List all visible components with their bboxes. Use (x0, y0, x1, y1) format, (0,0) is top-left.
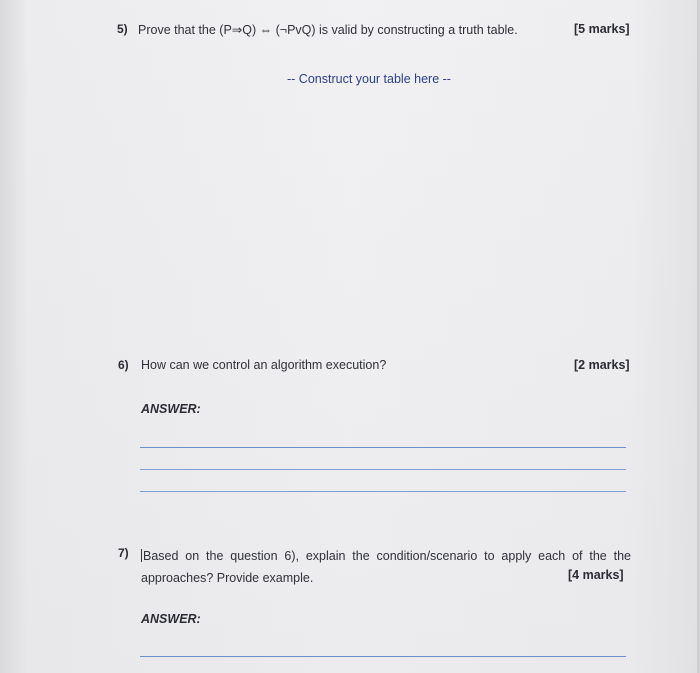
question-6-answer-line-3[interactable] (140, 491, 626, 492)
question-7-text-content: Based on the question 6), explain the condition/scenario to apply each of the the approaches? Provide example. (141, 549, 631, 585)
text-cursor-icon (141, 549, 142, 562)
question-6-marks: [2 marks] (574, 358, 630, 372)
question-7-marks: [4 marks] (568, 568, 624, 582)
question-7-text (141, 545, 631, 589)
question-6-answer-label: ANSWER: (141, 402, 201, 416)
question-6-answer-line-2[interactable] (140, 469, 626, 470)
table-placeholder: -- Construct your table here -- (287, 72, 451, 86)
question-6-answer-line-1[interactable] (140, 447, 626, 448)
question-7-number: 7) (118, 546, 129, 560)
question-7-answer-label: ANSWER: (141, 612, 201, 626)
question-6-number: 6) (118, 358, 129, 372)
question-6-text: How can we control an algorithm execution? (141, 358, 387, 372)
question-7-answer-line-1[interactable] (140, 656, 626, 657)
question-5-text: Prove that the (P⇒Q) ⇔ (¬PvQ) is valid by constructing a truth table. (138, 23, 518, 37)
question-5-marks: [5 marks] (574, 22, 630, 36)
question-5-number: 5) (117, 22, 128, 36)
